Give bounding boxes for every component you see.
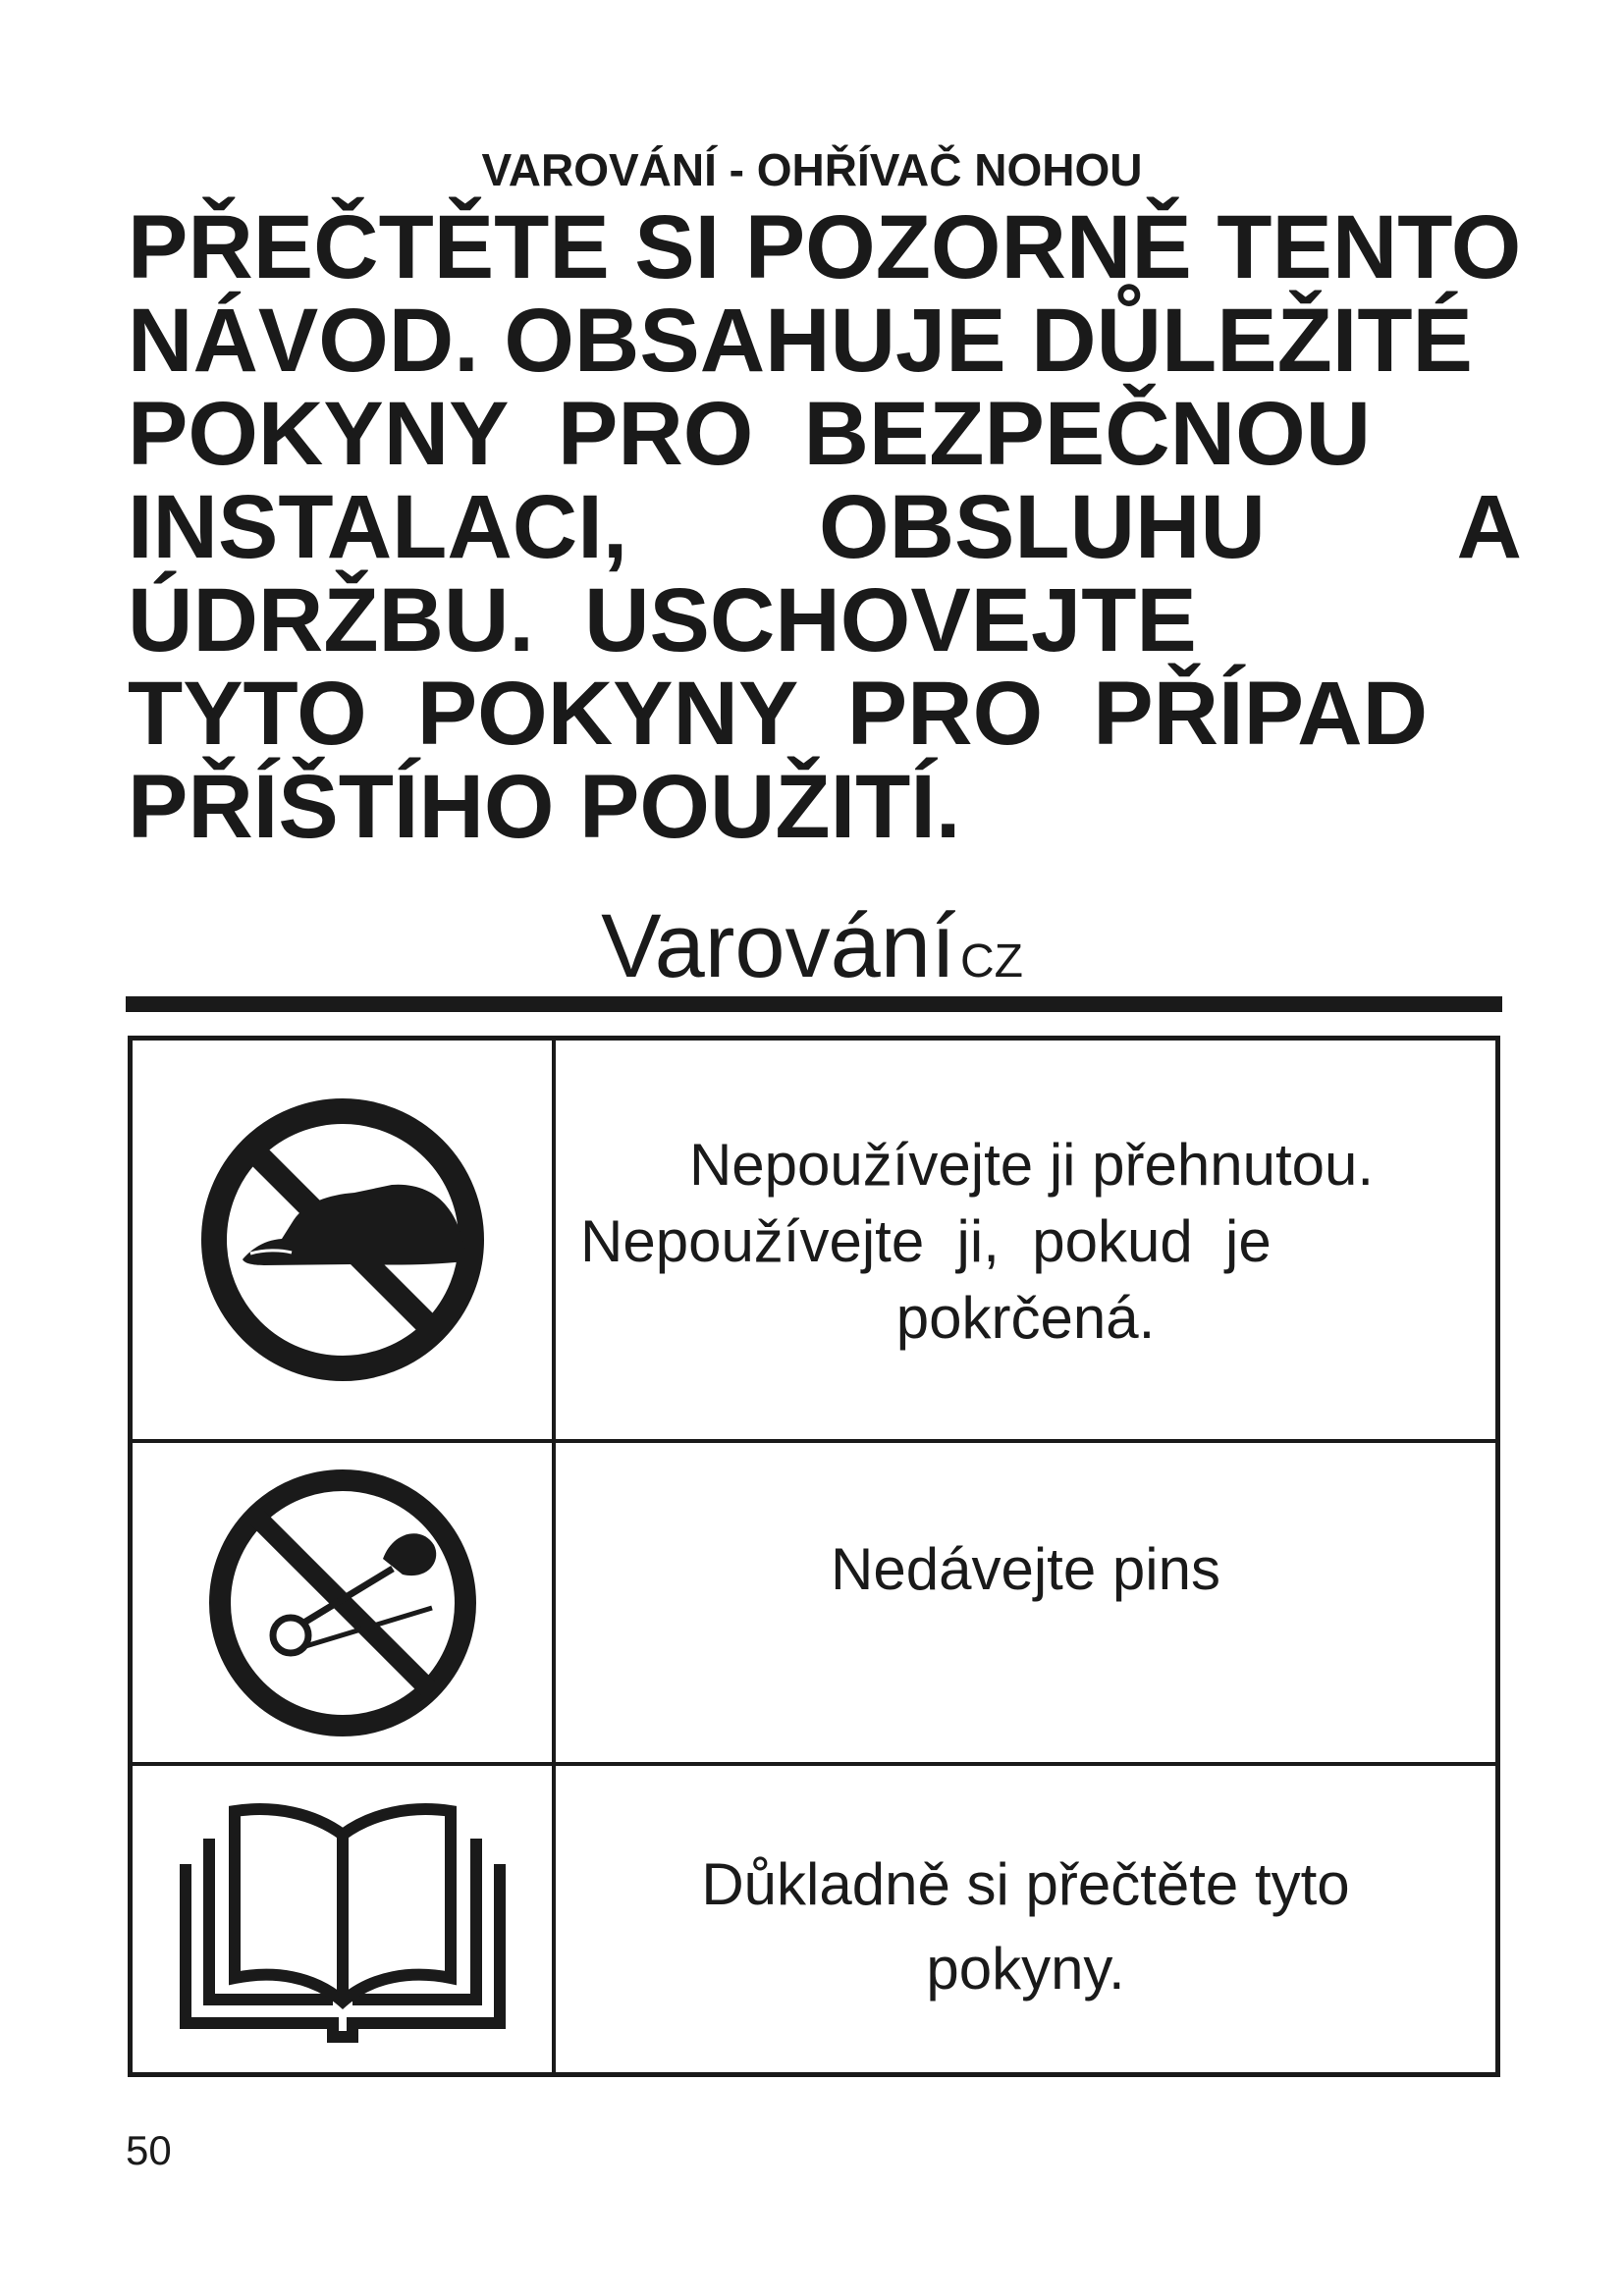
warning-text-line: Nedávejte pins <box>831 1536 1220 1602</box>
warning-text-line: Nepoužívejte ji, pokud je <box>580 1208 1272 1274</box>
warning-word: A <box>1456 477 1522 577</box>
warning-line-justified <box>128 477 1532 577</box>
section-title-text: Varování <box>601 896 956 996</box>
warning-table <box>128 1036 1500 2077</box>
table-row <box>133 1041 1495 1443</box>
warning-word: OBSLUHU <box>819 477 1266 577</box>
warning-text-cell <box>556 1766 1495 2072</box>
warning-text-line: pokrčená. <box>895 1285 1156 1351</box>
warning-text-line: Důkladně si přečtěte tyto <box>701 1851 1350 1917</box>
no-folding-icon <box>195 1093 490 1387</box>
section-language-code: CZ <box>959 935 1023 988</box>
section-title <box>0 896 1624 996</box>
section-divider <box>126 996 1502 1012</box>
warning-line: POKYNY PRO BEZPEČNOU <box>128 384 1372 484</box>
warning-line: PŘEČTĚTE SI POZORNĚ TENTO <box>128 197 1522 297</box>
warning-text-cell <box>556 1041 1495 1439</box>
warning-line: PŘÍŠTÍHO POUŽITÍ. <box>128 757 961 857</box>
warning-line: TYTO POKYNY PRO PŘÍPAD <box>128 664 1429 764</box>
warning-text-cell <box>556 1443 1495 1762</box>
icon-cell <box>133 1443 556 1762</box>
table-row <box>133 1443 1495 1766</box>
warning-paragraph <box>128 197 1532 857</box>
table-row <box>133 1766 1495 2072</box>
warning-line: NÁVOD. OBSAHUJE DŮLEŽITÉ <box>128 291 1473 391</box>
warning-line: ÚDRŽBU. USCHOVEJTE <box>128 570 1197 670</box>
document-header: VAROVÁNÍ - OHŘÍVAČ NOHOU <box>481 144 1143 195</box>
read-manual-icon <box>166 1791 519 2047</box>
icon-cell <box>133 1766 556 2072</box>
warning-text-line: Nepoužívejte ji přehnutou. <box>688 1132 1375 1198</box>
page-number: 50 <box>126 2127 172 2173</box>
no-pins-icon <box>200 1461 485 1745</box>
warning-text-line: pokyny. <box>926 1936 1125 2002</box>
warning-word: INSTALACI, <box>128 477 628 577</box>
icon-cell <box>133 1041 556 1439</box>
